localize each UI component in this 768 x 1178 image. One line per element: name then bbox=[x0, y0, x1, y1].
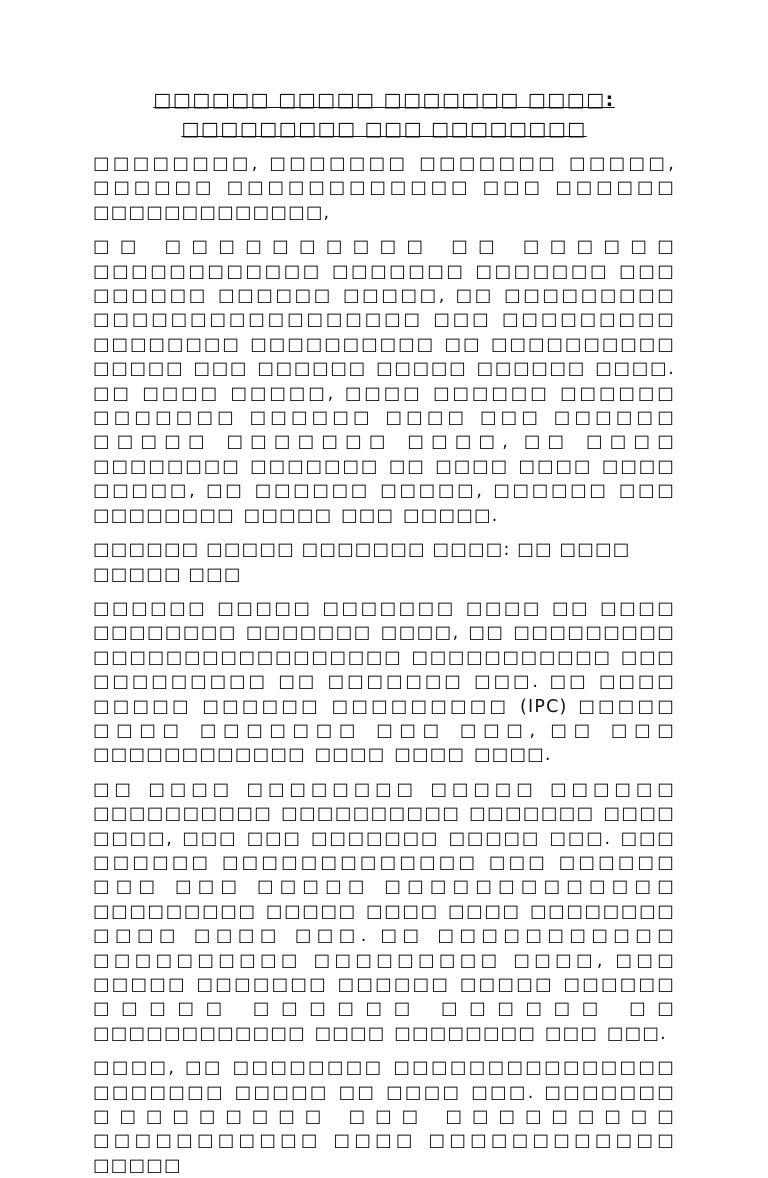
body-paragraph: □□ □□□□□□□□□□ □□ □□□□□□ □□□□□□□□□□□□ □□□□□□□ □□□□□□□ □□□ □□□□□□ □□□□□□ □□□□□, □□ □□□□□□□□□ □□□□□□□□□□□□□□□□□ □□□ □□□□□□□□□ □□□□□□□□ □□□□□□□□□□ □□ □□□□□□□□□□ □□□□□ □□□ □□□□□□ □□□□□ □□□□□□ □□□□. □□ □□□□ □□□□□, □□□□ □□□□□□ □□□□□□ □□□□□□□ □□□□□□ □□□□ □□□ □□□□□□ □□□□□ □□□□□□□ □□□□, □□ □□□□ □□□□□□□□ □□□□□□□ □□ □□□□ □□□□ □□□□ □□□□□, □□ □□□□□□ □□□□□, □□□□□□ □□□ □□□□□□□□ □□□□□ □□□ □□□□□. bbox=[93, 237, 675, 526]
body-paragraph: □□□□□□□□, □□□□□□□ □□□□□□□ □□□□□, □□□□□□ □□□□□□□□□□□□ □□□ □□□□□□ □□□□□□□□□□□□□, bbox=[93, 154, 675, 223]
section-heading: □□□□□□ □□□□□ □□□□□□□ □□□□: □□ □□□□ □□□□□ □□□ bbox=[93, 540, 631, 585]
body-paragraph: □□□□, □□ □□□□□□□□ □□□□□□□□□□□□□□□ □□□□□□□ □□□□□ □□ □□□□ □□□. □□□□□□□ □□□□□□□□□ □□□ □□□□□□□□□ □□□□□□□□□□□ □□□□ □□□□□□□□□□□□ □□□□□ bbox=[93, 1058, 675, 1176]
body-paragraph: □□□□□□ □□□□□ □□□□□□□ □□□□ □□ □□□□ □□□□□□□□ □□□□□□□ □□□□, □□ □□□□□□□□□ □□□□□□□□□□□□□□□□□ □□□□□□□□□□□ □□□ □□□□□□□□□ □□ □□□□□□□ □□□. □□ □□□□ □□□□□ □□□□□□ □□□□□□□□□ (IPC) □□□□□ □□□□ □□□□□□□ □□□ □□□, □□ □□□ □□□□□□□□□□□□ □□□□ □□□□ □□□□. bbox=[93, 598, 675, 766]
document-title: □□□□□□ □□□□□ □□□□□□□ □□□□: □□□□□□□□□ □□□ □□□□□□□□ bbox=[153, 89, 615, 140]
body-paragraph: □□ □□□□ □□□□□□□□ □□□□□ □□□□□□ □□□□□□□□□□ □□□□□□□□□□ □□□□□□□ □□□□ □□□□, □□□ □□□ □□□□□□□ □□□□□ □□□. □□□ □□□□□□ □□□□□□□□□□□□□ □□□ □□□□□□ □□□ □□□ □□□□□ □□□□□□□□□□□□□ □□□□□□□□□ □□□□□ □□□□ □□□□ □□□□□□□□ □□□□ □□□□ □□□. □□ □□□□□□□□□□□ □□□□□□□□□□ □□□□□□□□□ □□□□, □□□ □□□□□ □□□□□□□ □□□□□□ □□□□□ □□□□□□ □□□□□ □□□□□□ □□□□□□ □□ □□□□□□□□□□□□ □□□□ □□□□□□□□ □□□ □□□. bbox=[93, 779, 675, 1044]
